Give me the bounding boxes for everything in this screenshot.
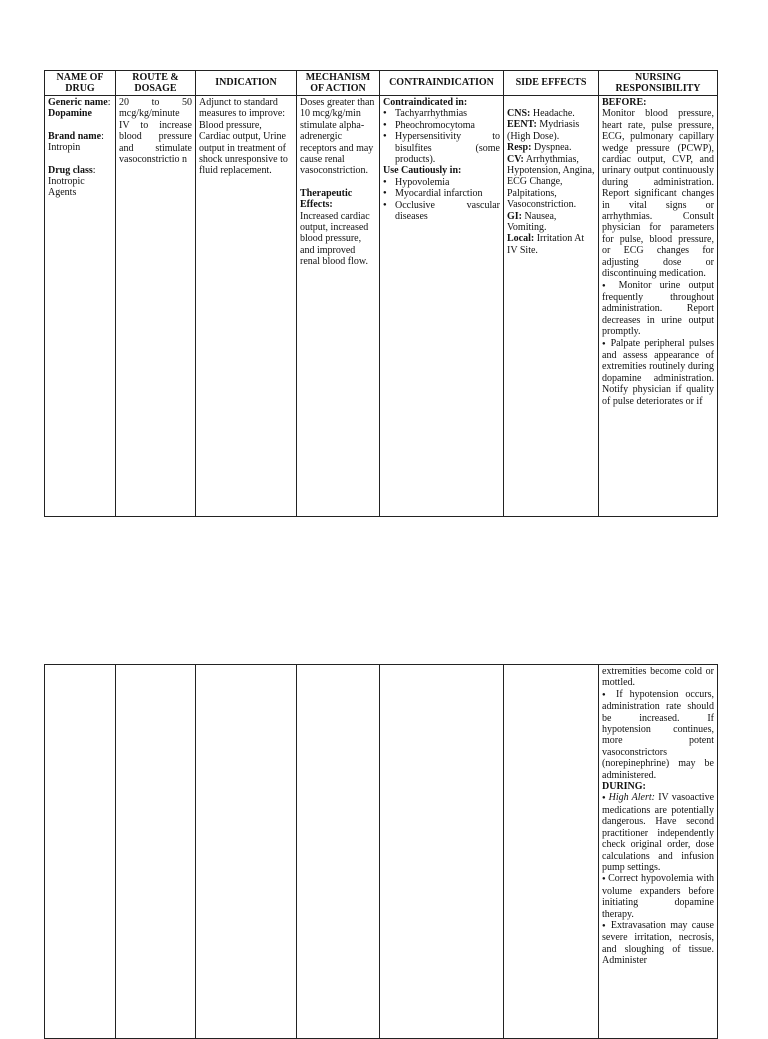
empty-cell <box>504 665 599 1039</box>
cv-label: CV: <box>507 153 524 165</box>
contraindicated-label: Contraindicated in: <box>383 97 468 108</box>
nursing-urine-text: ● Monitor urine output frequently throughout administration. Report decreases in urine output promptly. <box>602 280 714 338</box>
contraindication-cell <box>380 96 504 517</box>
header-name-of-drug: NAME OF DRUG <box>45 71 116 96</box>
nursing-monitor-text: Monitor blood pressure, heart rate, pulse pressure, ECG, pulmonary capillary wedge pressure (PCWP), cardiac output, CVP, and urinary output continuously during administration. Report significant changes in vital signs or arrhythmias. Consult physician for parameters for pulse, blood pressure, or ECG changes for adjusting dose or discontinuing medication. <box>602 108 714 280</box>
use-cautiously-label: Use Cautiously in: <box>383 165 462 177</box>
high-alert-text: IV vasoactive medications are potentially dangerous. Have second practitioner independently check original order, dose calculations and infusion pump settings. <box>602 792 715 873</box>
drug-study-table-page-1 <box>44 70 718 517</box>
drug-study-table-page-2 <box>44 664 718 1039</box>
table-header-row <box>45 71 718 96</box>
empty-cell <box>116 665 196 1039</box>
indication-cell: Adjunct to standard measures to improve: Blood pressure, Cardiac output, Urine output in treatment of shock unresponsive to fluid replacement. <box>196 96 297 517</box>
list-item: ● Tachyarrhythmias <box>383 108 500 119</box>
list-item: ● Occlusive vascular diseases <box>383 200 500 223</box>
eent-text: Mydriasis (High Dose). <box>507 119 580 142</box>
list-item: ● Hypovolemia <box>383 177 500 188</box>
table-row <box>45 96 718 517</box>
mechanism-text: Doses greater than 10 mcg/kg/min stimulate alpha-adrenergic receptors and may cause renal vasoconstriction. <box>300 97 375 177</box>
nursing-palpate-text: ● Palpate peripheral pulses and assess appearance of extremities routinely during dopamine administration. Notify physician if quality of pulse deteriorates or if <box>602 338 714 407</box>
nursing-responsibility-cell <box>599 665 718 1039</box>
cns-label: CNS: <box>507 108 531 119</box>
empty-cell <box>297 665 380 1039</box>
eent-label: EENT: <box>507 119 537 131</box>
header-contraindication: CONTRAINDICATION <box>380 71 504 96</box>
therapeutic-effects-text: Increased cardiac output, increased blood pressure, and improved renal blood flow. <box>300 210 370 268</box>
drug-class-value: Inotropic Agents <box>48 176 85 199</box>
nursing-hypovolemia-text: ● Correct hypovolemia with volume expanders before initiating dopamine therapy. <box>602 873 714 920</box>
high-alert-label: High Alert: <box>608 792 655 804</box>
nursing-continued-text: extremities become cold or mottled. <box>602 666 714 689</box>
local-text: Irritation At IV Site. <box>507 233 585 256</box>
nursing-hypotension-text: ● If hypotension occurs, administration rate should be increased. If hypotension continues, more potent vasoconstrictors (norepinephrine) may be administered. <box>602 689 714 781</box>
generic-name-label: Generic name <box>48 97 108 108</box>
empty-cell <box>196 665 297 1039</box>
header-nursing-responsibility: NURSING RESPONSIBILITY <box>599 71 718 96</box>
nursing-responsibility-cell <box>599 96 718 517</box>
therapeutic-effects-label: Therapeutic Effects: <box>300 187 353 211</box>
during-label: DURING: <box>602 781 646 793</box>
cv-text: Arrhythmias, Hypotension, Angina, ECG Change, Palpitations, Vasoconstriction. <box>507 153 595 211</box>
local-label: Local: <box>507 233 535 245</box>
header-side-effects: SIDE EFFECTS <box>504 71 599 96</box>
brand-name-label: Brand name <box>48 130 102 142</box>
contraindicated-list <box>383 108 500 165</box>
header-route-dosage: ROUTE & DOSAGE <box>116 71 196 96</box>
route-dosage-cell: 20 to 50 mcg/kg/minute IV to increase blood pressure and stimulate vasoconstrictio n <box>116 96 196 517</box>
list-item: ● Hypersensitivity to bisulfites (some products). <box>383 131 500 165</box>
resp-label: Resp: <box>507 142 532 154</box>
before-label: BEFORE: <box>602 97 647 108</box>
side-effects-cell <box>504 96 599 517</box>
header-indication: INDICATION <box>196 71 297 96</box>
list-item: ● Myocardial infarction <box>383 188 500 199</box>
list-item: ● Pheochromocytoma <box>383 120 500 131</box>
use-cautiously-list <box>383 177 500 223</box>
drug-name-cell: Generic name: Dopamine Brand name: Intropin Drug class: Inotropic Agents <box>45 96 116 517</box>
empty-cell <box>45 665 116 1039</box>
cns-text: Headache. <box>532 108 575 119</box>
gi-text: Nausea, Vomiting. <box>507 210 557 234</box>
brand-name-value: Intropin <box>48 142 81 154</box>
resp-text: Dyspnea. <box>533 142 572 154</box>
drug-class-label: Drug class <box>48 164 93 176</box>
nursing-extravasation-text: ● Extravasation may cause severe irritation, necrosis, and sloughing of tissue. Administer <box>602 920 714 967</box>
mechanism-cell <box>297 96 380 517</box>
gi-label: GI: <box>507 210 522 222</box>
empty-cell <box>380 665 504 1039</box>
generic-name-value: Dopamine <box>48 108 92 120</box>
header-mechanism: MECHANISM OF ACTION <box>297 71 380 96</box>
table-row <box>45 665 718 1039</box>
